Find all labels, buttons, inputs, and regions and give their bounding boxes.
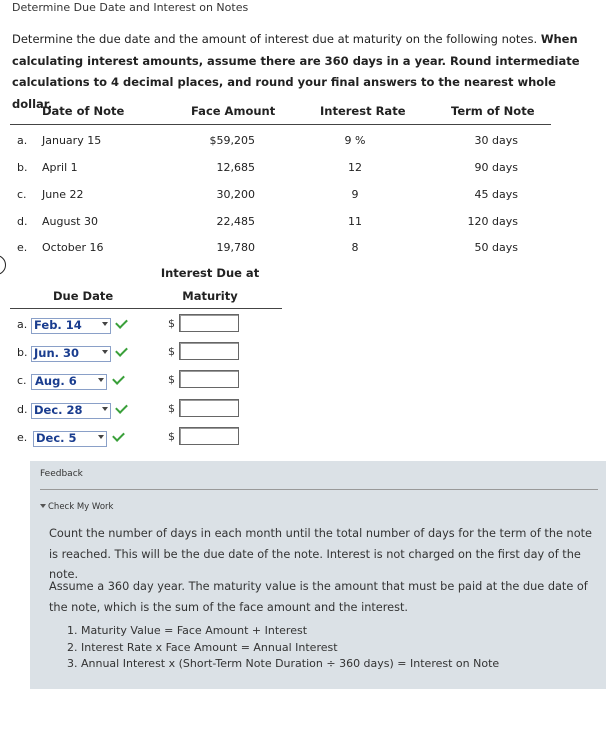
header-due-date: Due Date [53, 289, 114, 303]
interest-input-b[interactable] [179, 342, 239, 360]
check-icon [115, 316, 128, 329]
note-date: October 16 [42, 241, 104, 254]
list-item: 3. Annual Interest x (Short-Term Note Duration ÷ 360 days) = Interest on Note [67, 657, 500, 670]
note-face-amount: $59,205 [209, 134, 255, 147]
chevron-down-icon [98, 378, 104, 382]
note-face-amount: 30,200 [216, 188, 255, 201]
answer-letter: b. [17, 346, 28, 359]
interest-input-e[interactable] [179, 427, 239, 445]
currency-symbol: $ [168, 373, 175, 386]
check-my-work-label: Check My Work [48, 502, 114, 512]
answer-letter: c. [17, 374, 27, 387]
instructions [12, 29, 592, 115]
note-interest-rate: 11 [348, 215, 362, 228]
currency-symbol: $ [168, 402, 175, 415]
due-date-value: Dec. 28 [34, 403, 83, 417]
instructions-text: Determine the due date and the amount of interest due at maturity on the following notes. [12, 32, 541, 46]
header-interest-rate: Interest Rate [320, 104, 406, 118]
note-interest-rate: 12 [348, 161, 362, 174]
feedback-paragraph-1: Count the number of days in each month until the total number of days for the term of the note is reached. This will be the due date of the note. Interest is not charged on the first day of the note. [49, 527, 592, 581]
note-face-amount: 22,485 [216, 215, 255, 228]
list-item: 1. Maturity Value = Face Amount + Interest [67, 624, 308, 637]
check-my-work-toggle[interactable] [40, 502, 113, 512]
check-icon [115, 344, 128, 357]
chevron-down-icon [98, 435, 104, 439]
note-date: June 22 [42, 188, 84, 201]
check-icon [115, 401, 128, 414]
chevron-down-icon [102, 350, 108, 354]
triangle-down-icon [40, 504, 46, 508]
note-interest-rate: 9 % [344, 134, 366, 147]
answer-letter: a. [17, 318, 28, 331]
partial-circle-icon [0, 255, 6, 275]
note-letter: c. [17, 188, 27, 201]
interest-input-c[interactable] [179, 370, 239, 388]
note-term: 90 days [474, 161, 518, 174]
note-term: 50 days [474, 241, 518, 254]
due-date-select-d[interactable] [31, 403, 111, 419]
chevron-down-icon [102, 322, 108, 326]
feedback-formula-list [67, 623, 499, 673]
due-date-value: Feb. 14 [34, 318, 82, 332]
due-date-select-a[interactable] [31, 318, 111, 334]
currency-symbol: $ [168, 430, 175, 443]
note-letter: a. [17, 134, 28, 147]
due-date-select-c[interactable] [31, 374, 107, 390]
header-interest-due-line1: Interest Due at [160, 266, 260, 280]
header-date-of-note: Date of Note [42, 104, 125, 118]
note-interest-rate: 9 [351, 188, 359, 201]
feedback-divider [40, 489, 598, 490]
answer-letter: e. [17, 431, 28, 444]
currency-symbol: $ [168, 345, 175, 358]
answer-letter: d. [17, 403, 28, 416]
header-face-amount: Face Amount [191, 104, 276, 118]
check-icon [112, 372, 125, 385]
due-date-value: Aug. 6 [35, 374, 77, 388]
due-date-value: Dec. 5 [36, 431, 77, 445]
note-date: April 1 [42, 161, 78, 174]
currency-symbol: $ [168, 317, 175, 330]
note-term: 45 days [474, 188, 518, 201]
feedback-title: Feedback [40, 469, 83, 479]
interest-input-d[interactable] [179, 399, 239, 417]
due-date-select-b[interactable] [31, 346, 111, 362]
page-title: Determine Due Date and Interest on Notes [12, 1, 249, 14]
list-item: 2. Interest Rate x Face Amount = Annual Interest [67, 640, 338, 654]
chevron-down-icon [102, 407, 108, 411]
instructions-bold-text: When calculating interest amounts, assume there are 360 days in a year. Round intermediate calculations to 4 decimal places, and round your final answers to the nearest whole dollar. [12, 32, 580, 111]
check-icon [112, 429, 125, 442]
note-letter: e. [17, 241, 28, 254]
note-term: 30 days [474, 134, 518, 147]
note-face-amount: 12,685 [216, 161, 255, 174]
note-interest-rate: 8 [351, 241, 359, 254]
note-date: August 30 [42, 215, 98, 228]
note-letter: d. [17, 215, 28, 228]
notes-header-rule [10, 124, 551, 125]
interest-input-a[interactable] [179, 314, 239, 332]
due-date-value: Jun. 30 [34, 346, 80, 360]
note-term: 120 days [467, 215, 518, 228]
note-letter: b. [17, 161, 28, 174]
note-date: January 15 [42, 134, 102, 147]
note-face-amount: 19,780 [216, 241, 255, 254]
header-term-of-note: Term of Note [451, 104, 535, 118]
due-date-select-e[interactable] [33, 431, 107, 447]
answer-header-rule [10, 308, 282, 309]
header-interest-due-line2: Maturity [182, 289, 238, 303]
feedback-paragraph-2: Assume a 360 day year. The maturity value is the amount that must be paid at the due date of the note, which is the sum of the face amount and the interest. [49, 580, 588, 614]
